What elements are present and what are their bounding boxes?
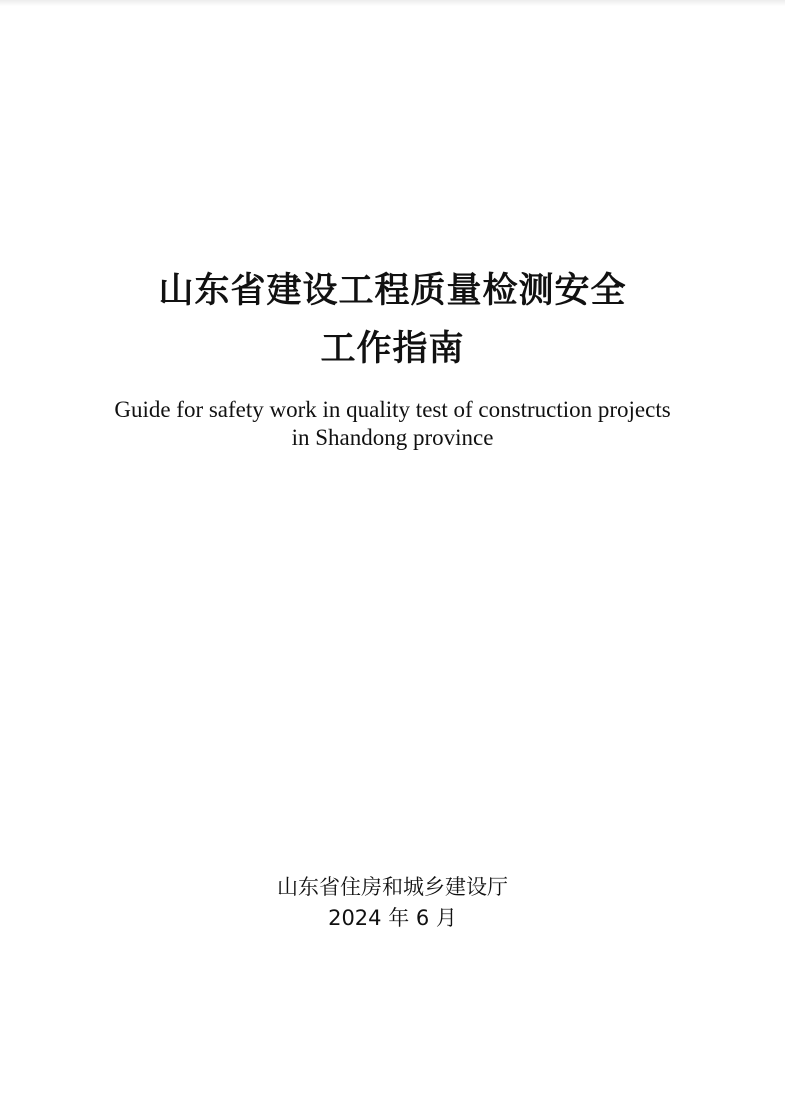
- chinese-title: [0, 262, 785, 378]
- publication-date: 2024 年 6 月: [328, 906, 457, 930]
- chinese-title-line-2: 工作指南: [320, 328, 465, 369]
- issuing-authority: 山东省住房和城乡建设厅: [277, 875, 508, 899]
- english-title-line-1: Guide for safety work in quality test of construction projects: [114, 397, 671, 422]
- chinese-title-line-1: 山东省建设工程质量检测安全: [158, 270, 627, 311]
- english-title: [0, 396, 785, 452]
- publisher-info: [0, 872, 785, 934]
- english-title-line-2: in Shandong province: [291, 425, 494, 450]
